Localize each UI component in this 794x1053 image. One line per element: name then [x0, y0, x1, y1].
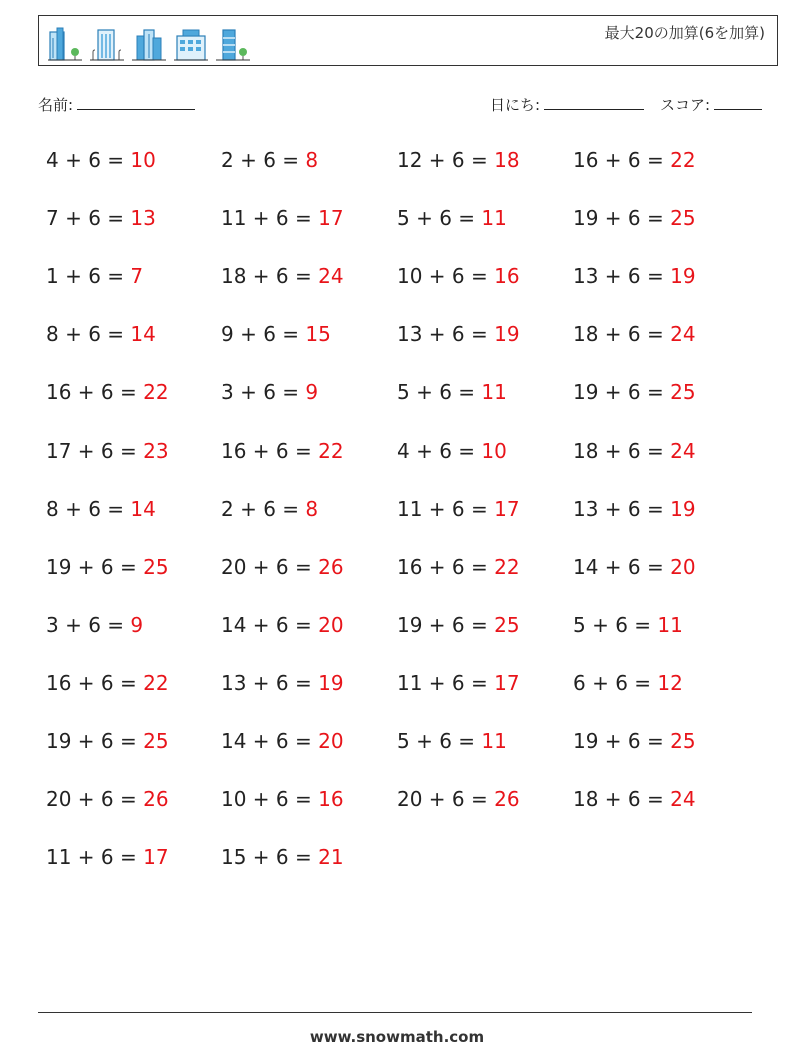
problem-question: 18 + 6 =: [573, 787, 664, 811]
problem-item: [573, 206, 696, 230]
problem-answer: 17: [318, 206, 344, 230]
problem-item: [397, 148, 520, 172]
problem-item: [573, 264, 696, 288]
problem-answer: 10: [130, 148, 156, 172]
problem-question: 5 + 6 =: [397, 729, 476, 753]
problem-answer: 24: [670, 439, 696, 463]
problem-question: 3 + 6 =: [46, 613, 125, 637]
problem-answer: 23: [143, 439, 169, 463]
problem-question: 11 + 6 =: [397, 671, 488, 695]
problem-question: 6 + 6 =: [573, 671, 652, 695]
footer-site: www.snowmath.com: [309, 1028, 485, 1046]
problem-item: [221, 264, 344, 288]
problem-question: 16 + 6 =: [46, 380, 137, 404]
problem-item: [46, 264, 143, 288]
date-blank[interactable]: [544, 95, 644, 110]
problem-answer: 16: [318, 787, 344, 811]
problem-question: 1 + 6 =: [46, 264, 125, 288]
problem-answer: 14: [130, 322, 156, 346]
problem-question: 16 + 6 =: [46, 671, 137, 695]
problem-item: [397, 380, 507, 404]
problem-item: [397, 439, 507, 463]
problem-question: 18 + 6 =: [221, 264, 312, 288]
problem-answer: 20: [318, 729, 344, 753]
problem-question: 5 + 6 =: [397, 206, 476, 230]
problem-item: [46, 555, 169, 579]
problem-answer: 26: [494, 787, 520, 811]
problem-item: [46, 787, 169, 811]
problem-answer: 9: [305, 380, 319, 404]
problem-answer: 8: [305, 497, 319, 521]
problem-question: 4 + 6 =: [397, 439, 476, 463]
problem-answer: 11: [481, 729, 507, 753]
problem-item: [46, 206, 156, 230]
problem-answer: 24: [670, 787, 696, 811]
problem-question: 14 + 6 =: [221, 729, 312, 753]
score-blank[interactable]: [714, 95, 762, 110]
problem-item: [221, 555, 344, 579]
problem-question: 19 + 6 =: [573, 206, 664, 230]
problem-item: [397, 555, 520, 579]
problem-item: [46, 439, 169, 463]
problem-question: 3 + 6 =: [221, 380, 300, 404]
problem-item: [46, 322, 156, 346]
problem-question: 8 + 6 =: [46, 322, 125, 346]
building-icon: [131, 26, 167, 62]
problem-question: 13 + 6 =: [397, 322, 488, 346]
problem-question: 15 + 6 =: [221, 845, 312, 869]
problem-item: [46, 845, 169, 869]
problem-item: [397, 497, 520, 521]
building-icon: [173, 26, 209, 62]
problem-question: 18 + 6 =: [573, 322, 664, 346]
footer-divider: [38, 1012, 752, 1013]
problem-answer: 25: [670, 206, 696, 230]
name-blank[interactable]: [77, 95, 195, 110]
problem-answer: 24: [318, 264, 344, 288]
problem-item: [46, 148, 156, 172]
problem-question: 16 + 6 =: [221, 439, 312, 463]
problem-item: [221, 613, 344, 637]
building-icon: [47, 26, 83, 62]
problem-question: 2 + 6 =: [221, 148, 300, 172]
problem-question: 14 + 6 =: [221, 613, 312, 637]
problem-item: [573, 439, 696, 463]
problem-answer: 8: [305, 148, 319, 172]
problem-question: 11 + 6 =: [221, 206, 312, 230]
problem-answer: 24: [670, 322, 696, 346]
score-field: [660, 94, 762, 115]
header-icons: [47, 24, 251, 62]
problem-item: [573, 148, 696, 172]
problem-question: 5 + 6 =: [397, 380, 476, 404]
problem-answer: 26: [318, 555, 344, 579]
problem-question: 14 + 6 =: [573, 555, 664, 579]
problem-answer: 14: [130, 497, 156, 521]
problem-item: [397, 613, 520, 637]
problem-answer: 15: [305, 322, 331, 346]
problem-item: [221, 729, 344, 753]
name-field: [38, 94, 195, 115]
problem-question: 10 + 6 =: [397, 264, 488, 288]
problem-item: [221, 148, 318, 172]
problem-question: 13 + 6 =: [221, 671, 312, 695]
problem-question: 17 + 6 =: [46, 439, 137, 463]
problem-item: [573, 671, 683, 695]
problem-question: 19 + 6 =: [573, 380, 664, 404]
problem-item: [221, 380, 318, 404]
problem-item: [46, 380, 169, 404]
problem-answer: 22: [143, 671, 169, 695]
problem-item: [221, 206, 344, 230]
problem-answer: 19: [670, 497, 696, 521]
name-label: 名前:: [38, 96, 74, 114]
problem-item: [46, 613, 143, 637]
problem-answer: 26: [143, 787, 169, 811]
problem-item: [221, 322, 331, 346]
worksheet-title: 最大20の加算(6を加算): [604, 24, 765, 42]
score-label: スコア:: [660, 96, 711, 114]
problem-answer: 20: [670, 555, 696, 579]
problem-answer: 25: [143, 729, 169, 753]
problem-answer: 11: [481, 206, 507, 230]
problem-item: [221, 439, 344, 463]
problem-answer: 19: [494, 322, 520, 346]
problem-answer: 11: [657, 613, 683, 637]
problem-question: 20 + 6 =: [221, 555, 312, 579]
problem-item: [46, 671, 169, 695]
problem-answer: 22: [318, 439, 344, 463]
problem-item: [46, 729, 169, 753]
worksheet-header: [38, 15, 778, 66]
problem-answer: 17: [494, 497, 520, 521]
problem-answer: 25: [670, 729, 696, 753]
problem-question: 19 + 6 =: [397, 613, 488, 637]
date-label: 日にち:: [490, 96, 541, 114]
problem-answer: 17: [494, 671, 520, 695]
problem-question: 8 + 6 =: [46, 497, 125, 521]
building-icon: [215, 26, 251, 62]
problem-answer: 22: [670, 148, 696, 172]
problem-question: 13 + 6 =: [573, 264, 664, 288]
problem-item: [221, 845, 344, 869]
problem-item: [221, 497, 318, 521]
problem-question: 20 + 6 =: [397, 787, 488, 811]
problem-answer: 17: [143, 845, 169, 869]
problem-question: 16 + 6 =: [573, 148, 664, 172]
problem-item: [573, 322, 696, 346]
problem-answer: 20: [318, 613, 344, 637]
problem-item: [573, 729, 696, 753]
problem-answer: 18: [494, 148, 520, 172]
problem-question: 7 + 6 =: [46, 206, 125, 230]
problem-item: [46, 497, 156, 521]
problem-question: 20 + 6 =: [46, 787, 137, 811]
problem-item: [221, 671, 344, 695]
problem-item: [221, 787, 344, 811]
problem-question: 11 + 6 =: [397, 497, 488, 521]
problem-answer: 22: [143, 380, 169, 404]
problem-answer: 11: [481, 380, 507, 404]
problem-question: 19 + 6 =: [46, 555, 137, 579]
problem-question: 5 + 6 =: [573, 613, 652, 637]
problem-item: [573, 613, 683, 637]
problem-answer: 25: [143, 555, 169, 579]
problem-item: [397, 787, 520, 811]
problem-question: 10 + 6 =: [221, 787, 312, 811]
problem-answer: 12: [657, 671, 683, 695]
problem-answer: 13: [130, 206, 156, 230]
problem-question: 2 + 6 =: [221, 497, 300, 521]
problem-answer: 25: [494, 613, 520, 637]
problem-item: [573, 380, 696, 404]
problem-question: 19 + 6 =: [46, 729, 137, 753]
problem-item: [397, 264, 520, 288]
problem-item: [397, 322, 520, 346]
problem-answer: 19: [670, 264, 696, 288]
problem-item: [397, 671, 520, 695]
problem-item: [573, 787, 696, 811]
problem-item: [573, 497, 696, 521]
problem-question: 12 + 6 =: [397, 148, 488, 172]
problem-question: 4 + 6 =: [46, 148, 125, 172]
problem-question: 18 + 6 =: [573, 439, 664, 463]
problem-question: 13 + 6 =: [573, 497, 664, 521]
problem-answer: 22: [494, 555, 520, 579]
problem-answer: 7: [130, 264, 144, 288]
problem-answer: 9: [130, 613, 144, 637]
problem-question: 16 + 6 =: [397, 555, 488, 579]
problem-question: 11 + 6 =: [46, 845, 137, 869]
problem-answer: 21: [318, 845, 344, 869]
date-field: [490, 94, 644, 115]
problem-question: 19 + 6 =: [573, 729, 664, 753]
problem-item: [397, 206, 507, 230]
problem-answer: 19: [318, 671, 344, 695]
building-icon: [89, 26, 125, 62]
problem-answer: 16: [494, 264, 520, 288]
problem-item: [397, 729, 507, 753]
problem-item: [573, 555, 696, 579]
problem-answer: 10: [481, 439, 507, 463]
problem-question: 9 + 6 =: [221, 322, 300, 346]
problem-answer: 25: [670, 380, 696, 404]
